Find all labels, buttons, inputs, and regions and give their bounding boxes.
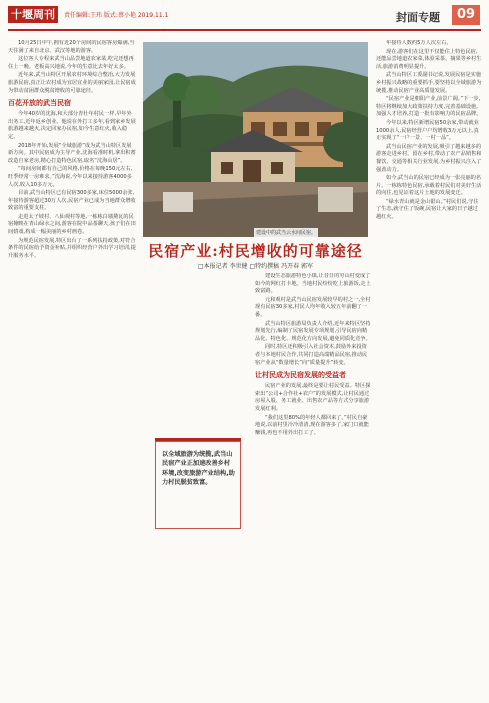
paragraph: “绿水青山就是金山银山。”村民们说,守住了生态,就守住了饭碗,民宿让大家的日子越过越红火。 [376, 198, 479, 221]
page-number-badge: 09 [452, 5, 480, 25]
header-rule [8, 29, 481, 31]
paragraph: 如今,武当山的民宿已经成为一张亮丽的名片。一栋栋特色民宿,承载着村民们对美好生活的向往,也见证着这片土地的发展变迁。 [376, 175, 482, 197]
paragraph: “每间房间都有自己的风格,价格在每晚150元左右,旺季经常一房难求。”沈海说,今年以来接待游客4000多人次,收入10多万元。 [8, 166, 133, 188]
column-right [376, 40, 482, 695]
paragraph: “民宿产业是朝阳产业,前景广阔。”下一步,特区将继续加大政策扶持力度,完善基础设施,加强人才培养,打造一批有影响力的民宿品牌。 [376, 96, 482, 118]
paragraph: 同时,特区还积极引入社会资本,鼓励外来投资者与本地村民合作,共同打造高端精品民宿,推动民宿产业从“数量增长”向“质量提升”转变。 [255, 344, 368, 366]
section-title: 封面专题 [396, 11, 440, 24]
article-title: 民宿产业:村民增收的可靠途径 [148, 242, 363, 260]
paragraph: 目前,武当山特区已有民宿300多家,床位5000余张,年接待游客超过30万人次,民宿产业已成为当地群众增收致富的重要支柱。 [8, 190, 136, 212]
pull-quote-bar [155, 438, 241, 441]
paragraph: 走进太子坡村、八仙观村等地,一栋栋白墙黛瓦的民宿掩映在青山绿水之间,游客在院中品茶聊天,孩子们在田间嬉戏,构成一幅美丽的乡村画卷。 [8, 213, 136, 236]
minsu-building-image [143, 42, 368, 237]
column-left [8, 40, 136, 695]
paragraph: 武当山特区旅游局负责人介绍,近年来特区坚持规划先行,编制了民宿发展专项规划,引导民宿向精品化、特色化、规范化方向发展,避免同质化竞争。 [255, 320, 371, 342]
masthead-logo: 十堰周刊 [8, 6, 58, 23]
article-photo [143, 42, 368, 237]
paragraph: 今年40岁的沈海,和大部分青壮年村民一样,早年外出务工,近年返乡创业。他说在外打工多年,看到家乡发展旅游越来越火,决定回家办民宿,如今生意红火,收入稳定。 [8, 111, 136, 140]
paragraph: 武当山特区工委副书记说,发展民宿是实施乡村振兴战略的重要抓手,要坚持以全域旅游为统揽,推动民宿产业高质量发展。 [376, 72, 482, 94]
paragraph: 现在,游客们在这里不仅能住上特色民宿,还能品尝地道农家菜,体验采茶、摘果等乡村生活,旅游消费明显提升。 [376, 48, 482, 70]
photo-caption: 建设中的武当云水间民宿。 [256, 230, 317, 236]
subheading: 百花开放的武当民宿 [8, 99, 71, 108]
subheading: 让村民成为民宿发展的受益者 [255, 371, 346, 380]
column-middle [255, 273, 371, 695]
page-header [0, 0, 489, 30]
paragraph: 近年来,武当山特区开展农村环境综合整治,大力发展旅游民宿,真正让农村成为宜居宜业的美丽家园,让民宿成为带动贫困群众脱贫增收的可靠途径。 [8, 72, 136, 94]
paragraph: 为规范民宿发展,特区出台了一系列扶持政策,对符合条件的民宿给予资金补贴,并组织经营户外出学习培训,提升服务水平。 [8, 237, 136, 259]
article-byline: □本报记者 李世健 □特约撰稿 冯开春 郭军 [198, 263, 313, 270]
paragraph: 武当山民宿产业的发展,吸引了越来越多的游客走进乡村、留在乡村,带动了农产品销售和餐饮、交通等相关行业发展,为乡村振兴注入了强劲动力。 [376, 143, 482, 173]
paragraph: “我们这里80%的年轻人都回来了。”村民自豪地说,以前村里冷冷清清,现在游客多了,家门口就能赚钱,再也不用外出打工了。 [255, 414, 369, 436]
paragraph: 民宿产业的发展,最终是要让村民受益。特区探索出“公司+合作社+农户”的发展模式,让村民通过房屋入股、务工就业、出售农产品等方式分享旅游发展红利。 [255, 383, 371, 412]
paragraph: 2018年开始,发展“全域旅游”成为武当山特区发展新方向。其中民宿成为主导产业,沈海看准时机,拿出积蓄改造自家老房,精心打造特色民宿,取名“沈海山居”。 [8, 142, 136, 164]
paragraph: 10月25日中午,拥有近20个房间的民宿客房爆满,当天住满了来自北京、武汉等地的游客。 [8, 40, 135, 54]
paragraph: 今年以来,特区新增民宿50余家,带动就业1000余人,民宿经营户户均增收3万元以上,真正实现了“一户一景、一村一品”。 [376, 119, 479, 142]
paragraph: 建设生态旅游特色小镇,让昔日的穷山村变成了如今的网红打卡地。当地村民纷纷吃上旅游饭,走上致富路。 [255, 273, 371, 295]
editor-credits: 责任编辑:王玮 版式:蔡小艳 2019.11.1 [64, 12, 169, 19]
paragraph: 元和观村是武当山民宿发展较早的村之一,全村现有民宿30多家,村民人均年收入较五年前翻了一番。 [255, 296, 371, 318]
pull-quote-text: 以全域旅游为统揽,武当山民宿产业正加速改善乡村环境,改变旅游产业结构,助力村民脱贫致富。 [162, 451, 235, 487]
paragraph: 年接待人数约5万人次左右。 [386, 40, 452, 46]
pull-quote-box [155, 441, 241, 529]
paragraph: 这位客人专程来武当山品尝地道农家菜,吃完还想再住上一晚。老板高兴地说,今年的生意比去年好太多。 [8, 56, 134, 70]
